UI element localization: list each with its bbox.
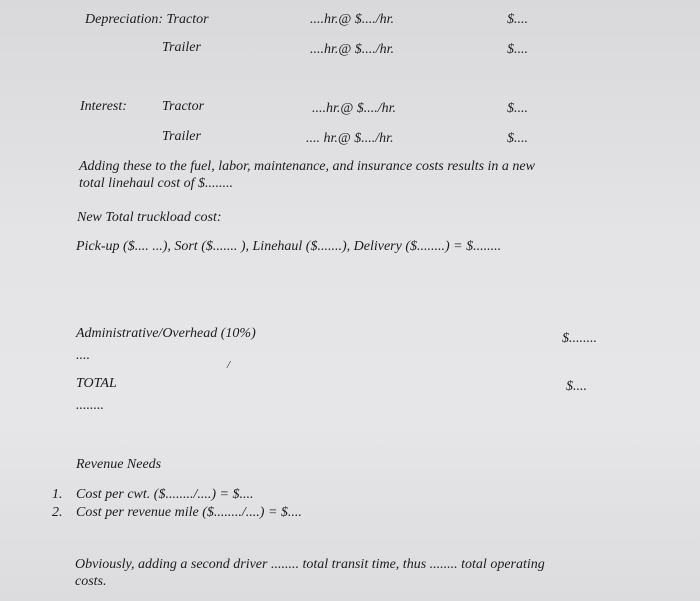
depreciation-tractor-cost: $.... <box>507 12 528 27</box>
interest-tractor-rate: ....hr.@ $..../hr. <box>312 101 397 116</box>
new-total-heading: New Total truckload cost: <box>77 210 222 225</box>
admin-overhead-amount: $........ <box>562 331 597 346</box>
interest-tractor-label: Tractor <box>162 99 205 114</box>
new-total-formula: Pick-up ($.... ...), Sort ($....... ), Linehaul ($.......), Delivery ($........) = $........ <box>76 239 502 254</box>
total-blank: ........ <box>76 398 104 413</box>
revenue-needs-heading: Revenue Needs <box>76 457 162 472</box>
interest-label: Interest: <box>80 99 127 114</box>
interest-trailer-rate: .... hr.@ $..../hr. <box>306 131 394 146</box>
depreciation-tractor-rate: ....hr.@ $..../hr. <box>310 12 395 27</box>
total-label: TOTAL <box>76 376 117 391</box>
conclusion-text <box>75 556 685 590</box>
linehaul-summary <box>79 158 679 192</box>
conclusion-line2: costs. <box>75 574 107 589</box>
linehaul-summary-line2: total linehaul cost of $........ <box>79 176 233 191</box>
depreciation-trailer-rate: ....hr.@ $..../hr. <box>310 42 395 57</box>
revenue-item-cost-per-mile: Cost per revenue mile ($......../....) = $.... <box>76 505 302 520</box>
admin-overhead-label: Administrative/Overhead (10%) <box>76 326 256 341</box>
revenue-item-number: 1. <box>52 487 63 502</box>
admin-overhead-blank: .... <box>76 348 90 363</box>
pencil-mark: / <box>227 359 231 371</box>
interest-tractor-cost: $.... <box>507 101 528 116</box>
depreciation-tractor-label: Depreciation: Tractor <box>85 12 209 27</box>
revenue-item-cost-per-cwt: Cost per cwt. ($......../....) = $.... <box>76 487 254 502</box>
interest-trailer-label: Trailer <box>162 129 201 144</box>
total-amount: $.... <box>566 379 587 394</box>
revenue-item-number: 2. <box>52 505 63 520</box>
linehaul-summary-line1: Adding these to the fuel, labor, maintenance, and insurance costs results in a new <box>79 159 535 174</box>
interest-trailer-cost: $.... <box>507 131 528 146</box>
conclusion-line1: Obviously, adding a second driver ........ total transit time, thus ........ total operating <box>75 557 545 572</box>
depreciation-trailer-cost: $.... <box>507 42 528 57</box>
depreciation-trailer-label: Trailer <box>162 40 201 55</box>
